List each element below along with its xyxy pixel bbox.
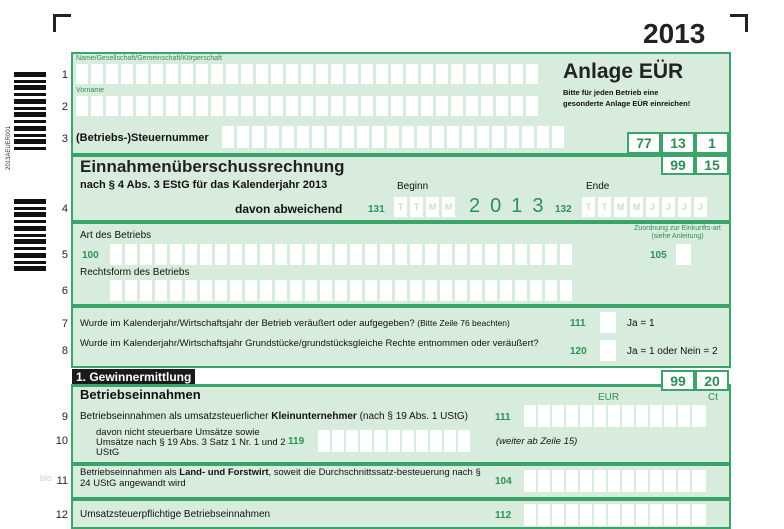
row11-text-b: Land- und Forstwirt (179, 467, 269, 478)
steuernummer-field[interactable] (222, 126, 564, 148)
row-number-9: 9 (61, 411, 68, 423)
row7-answer-field[interactable] (600, 312, 616, 333)
art-label: Art des Betriebs (80, 230, 152, 241)
zuordnung-label: Zuordnung zur Einkunfts-art (siehe Anleitung) (634, 225, 721, 240)
eur-label: EUR (598, 392, 620, 403)
row-number-11: 11 (56, 475, 68, 487)
row10-text: davon nicht steuerbare Umsätze sowie Umsätze nach § 19 Abs. 3 Satz 1 Nr. 1 und 2 UStG (96, 427, 286, 458)
row9-text-a: Betriebseinnahmen als umsatzsteuerlicher (80, 411, 272, 422)
row-number-5: 5 (61, 249, 68, 261)
row11-text-c: , soweit die Durchschnittssatz-besteuerung nach § 24 UStG angewandt wird (80, 467, 481, 489)
form-title: Anlage EÜR (563, 60, 684, 83)
begin-day-1[interactable]: T (394, 197, 407, 217)
row11-text-a: Betriebseinnahmen als (80, 467, 180, 478)
ende-label: Ende (586, 181, 610, 192)
begin-month-1[interactable]: M (426, 197, 439, 217)
row9-amount-field[interactable] (524, 405, 706, 427)
form-subtitle-1: Bitte für jeden Betrieb eine (563, 88, 659, 97)
barcode-text: 2013AEUER001 (6, 125, 12, 170)
code-104: 104 (495, 476, 512, 487)
barcode (14, 72, 48, 272)
row9-text-b: Kleinunternehmer (271, 411, 357, 422)
row8-answer-hint: Ja = 1 oder Nein = 2 (627, 346, 718, 357)
vorname-field[interactable] (76, 96, 538, 116)
einnahmen-title: Einnahmenüberschussrechnung (80, 157, 345, 176)
ct-label: Ct (708, 392, 718, 403)
row7-hint: (Bitte Zeile 76 beachten) (417, 318, 510, 328)
code-119: 119 (288, 436, 305, 447)
section1-heading: 1. Gewinnermittlung (72, 369, 195, 385)
row7-answer-hint: Ja = 1 (627, 318, 655, 329)
row7-text: Wurde im Kalenderjahr/Wirtschaftsjahr der Betrieb veräußert oder aufgegeben? (80, 318, 415, 329)
code-100: 100 (82, 250, 99, 261)
steuernummer-label: (Betriebs-)Steuernummer (76, 132, 209, 144)
row-number-3: 3 (61, 133, 68, 145)
code-120: 120 (570, 346, 587, 357)
davon-label: davon abweichend (235, 202, 343, 216)
code-111-row7: 111 (570, 318, 586, 329)
code-111-row9: 111 (495, 412, 511, 423)
code-box-99a: 99 (661, 155, 695, 175)
code-131: 131 (368, 204, 385, 215)
code-box-15: 15 (695, 155, 729, 175)
begin-year-value: 2013 (469, 195, 554, 217)
row11-text (80, 467, 490, 489)
row-number-4: 4 (61, 203, 68, 215)
code-box-77: 77 (627, 132, 661, 154)
einnahmen-subtitle: nach § 4 Abs. 3 EStG für das Kalenderjahr 2013 (80, 179, 328, 191)
betriebseinnahmen-title: Betriebseinnahmen (80, 387, 201, 402)
row-number-8: 8 (61, 345, 68, 357)
row9-text (80, 411, 468, 422)
end-day-1[interactable]: T (582, 197, 595, 217)
row-number-10: 10 (55, 435, 68, 447)
watermark: blo (40, 473, 53, 483)
beginn-label: Beginn (397, 181, 429, 192)
corner-mark-top-right (730, 14, 748, 32)
code-105: 105 (650, 250, 667, 261)
rechtsform-label: Rechtsform des Betriebs (80, 267, 190, 278)
row10-hint: (weiter ab Zeile 15) (496, 436, 578, 447)
end-year-3[interactable]: J (678, 197, 691, 217)
row11-amount-field[interactable] (524, 470, 706, 492)
code-132: 132 (555, 204, 572, 215)
row7-question (80, 318, 510, 329)
art-field[interactable] (110, 244, 572, 265)
begin-month-2[interactable]: M (442, 197, 455, 217)
row12-text: Umsatzsteuerpflichtige Betriebseinnahmen (80, 509, 271, 520)
end-year-4[interactable]: J (694, 197, 707, 217)
code-box-13: 13 (661, 132, 695, 154)
name-label: Name/Gesellschaft/Gemeinschaft/Körperschaft (76, 55, 222, 62)
row8-answer-field[interactable] (600, 340, 616, 361)
corner-mark-top-left (53, 14, 71, 32)
row-number-7: 7 (61, 318, 68, 330)
form-subtitle-2: gesonderte Anlage EÜR einreichen! (563, 99, 691, 108)
questions-section (71, 306, 731, 368)
row10-amount-field[interactable] (318, 430, 470, 452)
row-number-12: 12 (55, 509, 68, 521)
code-112: 112 (495, 510, 512, 521)
begin-day-2[interactable]: T (410, 197, 423, 217)
row8-question: Wurde im Kalenderjahr/Wirtschaftsjahr Grundstücke/grundstücksgleiche Rechte entnommen oder veräußert? (80, 338, 539, 349)
zuordnung-field[interactable] (676, 244, 691, 265)
end-year-1[interactable]: J (646, 197, 659, 217)
row-number-1: 1 (61, 69, 68, 81)
end-month-2[interactable]: M (630, 197, 643, 217)
end-month-1[interactable]: M (614, 197, 627, 217)
year-heading: 2013 (643, 18, 706, 49)
row-number-6: 6 (61, 285, 68, 297)
end-year-2[interactable]: J (662, 197, 675, 217)
code-box-99b: 99 (661, 370, 695, 391)
code-box-1: 1 (695, 132, 729, 154)
name-field[interactable] (76, 64, 538, 84)
rechtsform-field[interactable] (110, 280, 572, 301)
row9-text-c: (nach § 19 Abs. 1 UStG) (356, 411, 468, 422)
code-box-20: 20 (695, 370, 729, 391)
vorname-label: Vorname (76, 87, 105, 94)
row-number-2: 2 (61, 101, 68, 113)
end-day-2[interactable]: T (598, 197, 611, 217)
